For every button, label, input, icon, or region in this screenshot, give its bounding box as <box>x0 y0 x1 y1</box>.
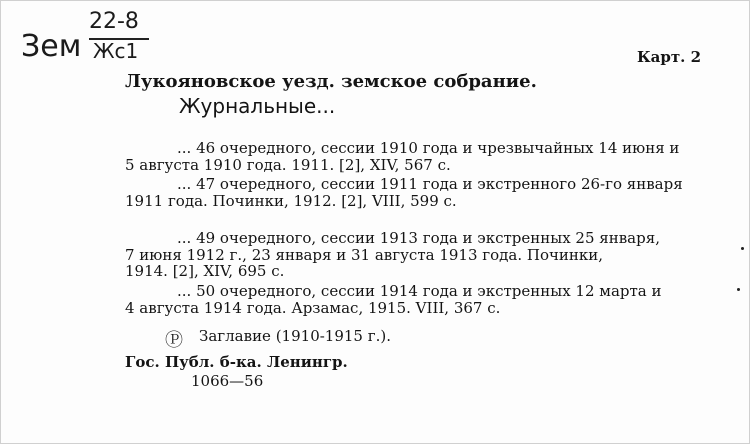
title-note: Заглавие (1910-1915 г.). <box>199 327 391 345</box>
entry-46-line-2: 5 августа 1910 года. 1911. [2], XIV, 567 с. <box>125 156 451 174</box>
handwritten-denominator: Жс1 <box>93 39 139 63</box>
ink-speck <box>737 288 740 291</box>
entry-49-line-2: 7 июня 1912 г., 23 января и 31 августа 1913 года. Починки, <box>125 246 604 264</box>
entry-50-line-1: ... 50 очередного, сессии 1914 года и экстренных 12 марта и <box>177 282 662 300</box>
shelfmark: 1066—56 <box>191 372 264 390</box>
entry-50-line-2: 4 августа 1914 года. Арзамас, 1915. VIII, 367 с. <box>125 299 501 317</box>
handwritten-numerator: 22-8 <box>89 9 139 34</box>
card-number: Карт. 2 <box>637 48 702 66</box>
library-name: Гос. Публ. б-ка. Ленингр. <box>125 353 348 371</box>
handwritten-prefix: Зем <box>21 29 82 64</box>
circled-p-stamp-icon: Ⓟ <box>165 330 183 351</box>
ink-speck <box>741 247 744 250</box>
entry-49-line-3: 1914. [2], XIV, 695 с. <box>125 262 285 280</box>
card-heading: Лукояновское уезд. земское собрание. <box>125 71 537 92</box>
entry-47-line-2: 1911 года. Починки, 1912. [2], VIII, 599 с. <box>125 192 457 210</box>
card-subheading: Журнальные... <box>179 94 336 118</box>
entry-47-line-1: ... 47 очередного, сессии 1911 года и экстренного 26-го января <box>177 175 683 193</box>
entry-46-line-1: ... 46 очередного, сессии 1910 года и чрезвычайных 14 июня и <box>177 139 680 157</box>
entry-49-line-1: ... 49 очередного, сессии 1913 года и экстренных 25 января, <box>177 229 660 247</box>
